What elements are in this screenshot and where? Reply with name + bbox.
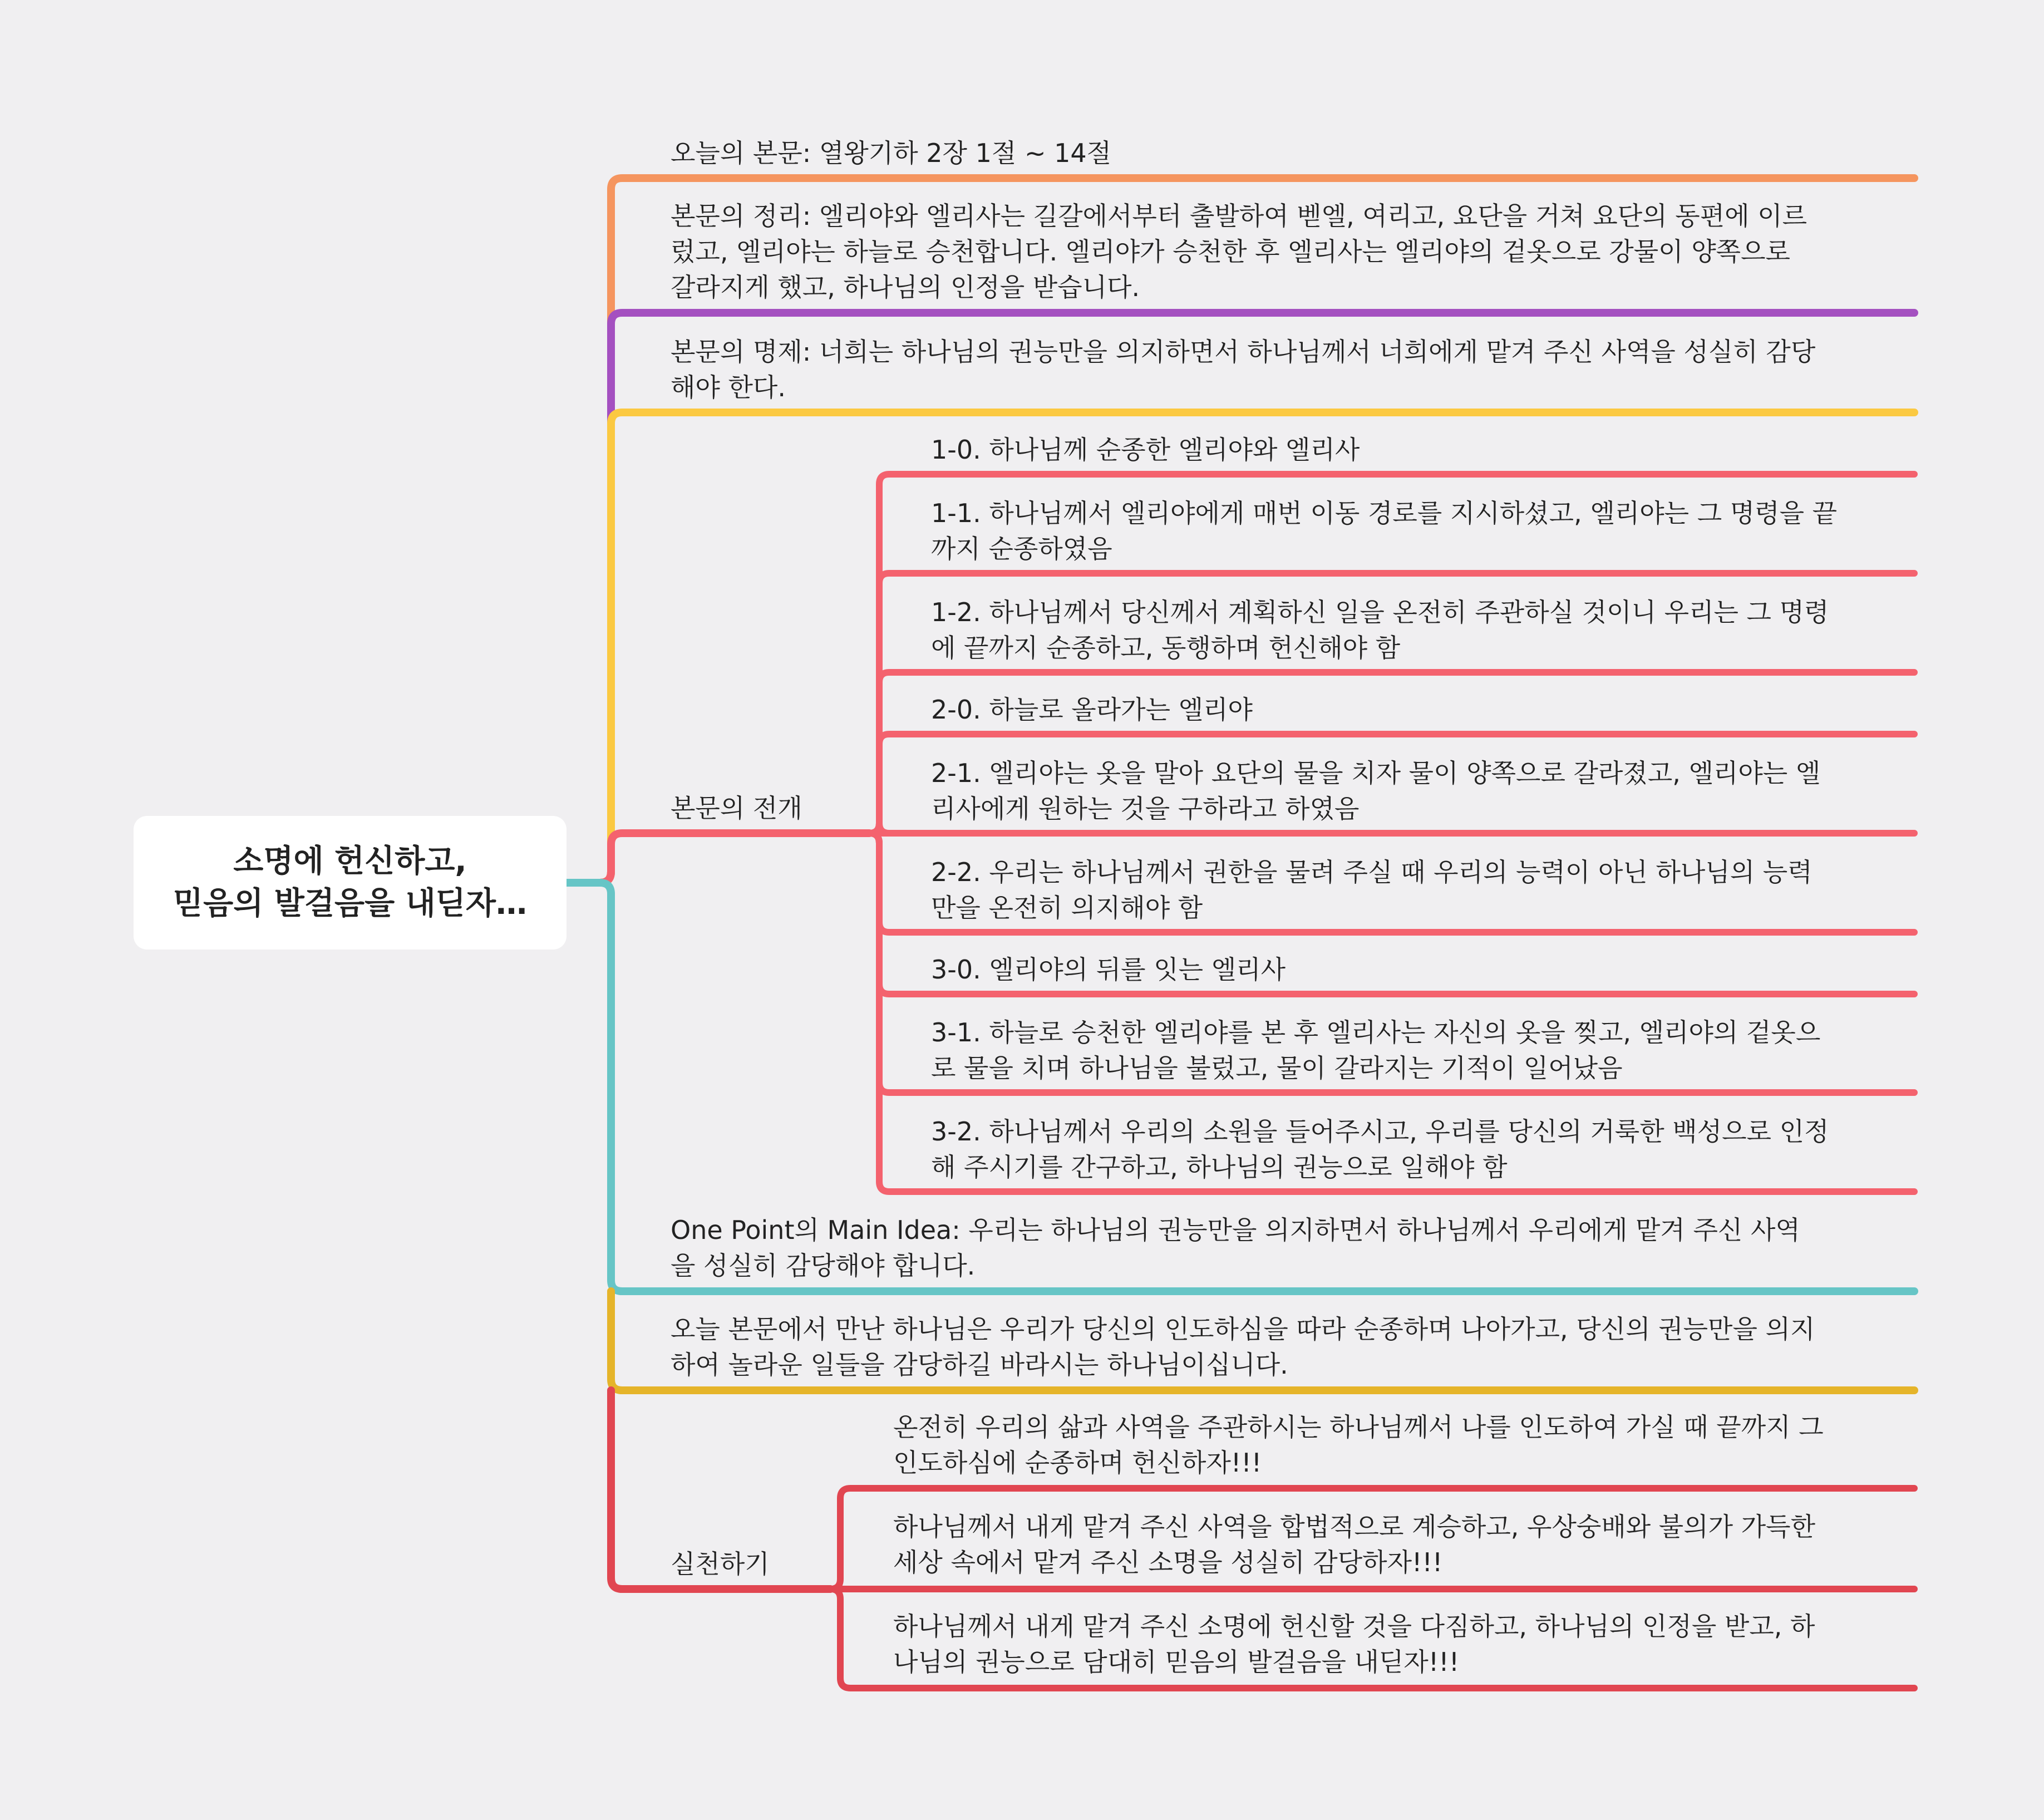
node-proposition[interactable] (671, 334, 1815, 405)
node-summary[interactable] (671, 198, 1807, 305)
practice-item-line-2: 나님의 권능으로 담대히 믿음의 발걸음을 내딛자!!! (893, 1647, 1460, 1677)
practice-item-2[interactable] (893, 1509, 1815, 1580)
node-summary-line-1: 본문의 정리: 엘리야와 엘리사는 길갈에서부터 출발하여 벧엘, 여리고, 요단을 거쳐 요단의 동편에 이르 (671, 201, 1807, 231)
development-item-line-1: 1-1. 하나님께서 엘리야에게 매번 이동 경로를 지시하셨고, 엘리야는 그 명령을 끝 (931, 498, 1838, 528)
node-one-point-line-1: One Point의 Main Idea: 우리는 하나님의 권능만을 의지하면서 하나님께서 우리에게 맡겨 주신 사역 (671, 1215, 1800, 1245)
practice-item-3[interactable] (893, 1609, 1815, 1680)
node-practice[interactable] (671, 1546, 770, 1582)
root-line-1: 소명에 헌신하고, (233, 843, 467, 879)
development-item-line-2: 해 주시기를 간구하고, 하나님의 권능으로 일해야 함 (931, 1152, 1508, 1182)
development-item-line-2: 리사에게 원하는 것을 구하라고 하였음 (931, 794, 1360, 824)
development-item-2-2[interactable] (931, 854, 1812, 926)
development-item-line-1: 1-2. 하나님께서 당신께서 계획하신 일을 온전히 주관하실 것이니 우리는 그 명령 (931, 597, 1829, 627)
development-item-3-0[interactable] (931, 952, 1285, 987)
node-god-today-line-2: 하여 놀라운 일들을 감당하길 바라시는 하나님이십니다. (671, 1350, 1288, 1380)
node-god-today-line-1: 오늘 본문에서 만난 하나님은 우리가 당신의 인도하심을 따라 순종하며 나아가고, 당신의 권능만을 의지 (671, 1314, 1815, 1344)
development-item-1-0[interactable] (931, 432, 1360, 468)
development-item-3-1[interactable] (931, 1015, 1820, 1086)
development-item-line-1: 3-2. 하나님께서 우리의 소원을 들어주시고, 우리를 당신의 거룩한 백성으로 인정 (931, 1116, 1829, 1147)
node-proposition-line-1: 본문의 명제: 너희는 하나님의 권능만을 의지하면서 하나님께서 너희에게 맡겨 주신 사역을 성실히 감당 (671, 337, 1816, 367)
development-item-line-1: 3-0. 엘리야의 뒤를 잇는 엘리사 (931, 955, 1286, 985)
development-item-line-1: 2-0. 하늘로 올라가는 엘리야 (931, 695, 1253, 725)
development-item-1-1[interactable] (931, 495, 1837, 567)
node-practice-label: 실천하기 (671, 1549, 770, 1579)
development-item-line-2: 로 물을 치며 하나님을 불렀고, 물이 갈라지는 기적이 일어났음 (931, 1053, 1623, 1083)
practice-item-line-1: 하나님께서 내게 맡겨 주신 사역을 합법적으로 계승하고, 우상숭배와 불의가 가득한 (893, 1512, 1816, 1542)
node-proposition-line-2: 해야 한다. (671, 372, 786, 402)
node-god-today[interactable] (671, 1311, 1815, 1383)
development-item-line-2: 까지 순종하였음 (931, 534, 1112, 564)
development-item-line-1: 3-1. 하늘로 승천한 엘리야를 본 후 엘리사는 자신의 옷을 찢고, 엘리야의 겉옷으 (931, 1017, 1821, 1047)
development-item-2-0[interactable] (931, 692, 1253, 727)
development-item-line-1: 1-0. 하나님께 순종한 엘리야와 엘리사 (931, 435, 1360, 465)
node-text-reference[interactable] (671, 135, 1111, 171)
development-item-line-1: 2-2. 우리는 하나님께서 권한을 물려 주실 때 우리의 능력이 아닌 하나님의 능력 (931, 857, 1812, 887)
node-development-label: 본문의 전개 (671, 793, 802, 823)
development-item-3-2[interactable] (931, 1114, 1829, 1185)
development-item-line-2: 만을 온전히 의지해야 함 (931, 893, 1203, 923)
node-summary-line-2: 렀고, 엘리야는 하늘로 승천합니다. 엘리야가 승천한 후 엘리사는 엘리야의 겉옷으로 강물이 양쪽으로 (671, 237, 1790, 267)
root-node[interactable] (134, 816, 567, 950)
practice-item-line-1: 하나님께서 내게 맡겨 주신 소명에 헌신할 것을 다짐하고, 하나님의 인정을 받고, 하 (893, 1611, 1815, 1641)
development-item-1-2[interactable] (931, 594, 1829, 666)
node-one-point[interactable] (671, 1212, 1800, 1283)
practice-item-line-2: 인도하심에 순종하며 헌신하자!!! (893, 1448, 1262, 1478)
practice-item-line-2: 세상 속에서 맡겨 주신 소명을 성실히 감당하자!!! (893, 1547, 1443, 1577)
root-line-2: 믿음의 발걸음을 내딛자… (173, 886, 527, 922)
development-item-line-2: 에 끝까지 순종하고, 동행하며 헌신해야 함 (931, 633, 1401, 663)
development-item-line-1: 2-1. 엘리야는 옷을 말아 요단의 물을 치자 물이 양쪽으로 갈라졌고, 엘리야는 엘 (931, 758, 1821, 788)
node-text-reference-line-1: 오늘의 본문: 열왕기하 2장 1절 ~ 14절 (671, 138, 1112, 168)
node-one-point-line-2: 을 성실히 감당해야 합니다. (671, 1251, 976, 1281)
development-item-2-1[interactable] (931, 755, 1820, 827)
connector-development (567, 833, 869, 883)
practice-item-1[interactable] (893, 1409, 1824, 1480)
node-summary-line-3: 갈라지게 했고, 하나님의 인정을 받습니다. (671, 272, 1140, 302)
node-development[interactable] (671, 790, 802, 826)
practice-item-line-1: 온전히 우리의 삶과 사역을 주관하시는 하나님께서 나를 인도하여 가실 때 끝까지 그 (893, 1412, 1824, 1442)
